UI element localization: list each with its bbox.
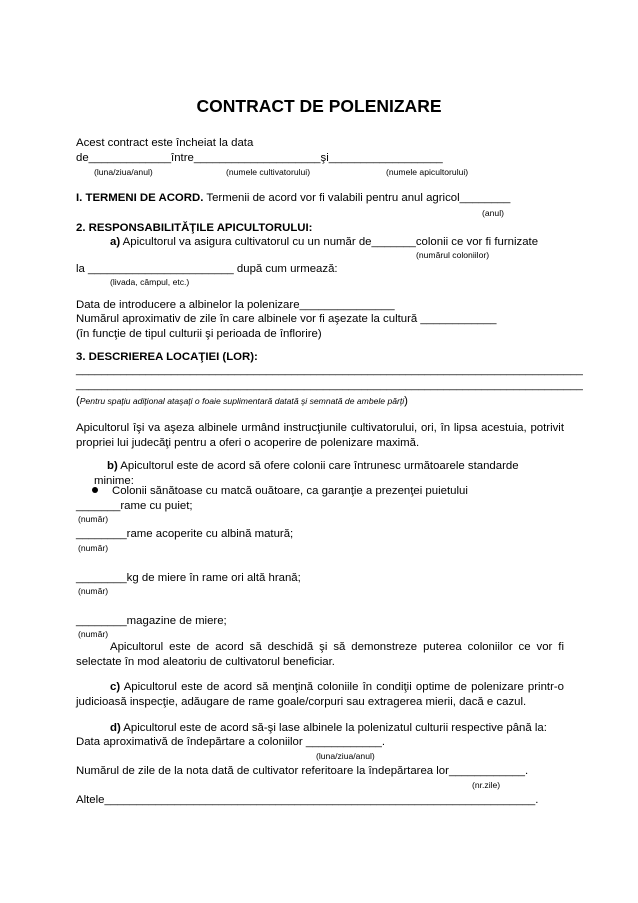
bullet-text: Colonii sănătoase cu matcă ouătoare, ca garanţie a prezenţei puietului <box>112 485 468 497</box>
days-note: (în funcţie de tipul culturii şi perioada de înflorire) <box>76 328 322 340</box>
section-1-heading: I. TERMENI DE ACORD. <box>76 192 204 204</box>
item-b-line <box>107 459 519 473</box>
section-1-text: Termenii de acord vor fi valabili pentru anul agricol________ <box>203 192 511 204</box>
removal-days-line: Numărul de zile de la nota dată de cultivator referitoare la îndepărtarea lor____________. <box>76 765 529 777</box>
item-c-text: Apicultorul este de acord să menţină coloniile în condiţii optime de polenizare printr-o judicioasă inspecţie, adăugare de rame goale/corpuri sau extragerea mierii, dacă e cazul. <box>76 681 564 708</box>
item-c-paragraph <box>76 680 564 710</box>
section-3-heading: 3. DESCRIEREA LOCAŢIEI (LOR): <box>76 351 258 363</box>
document-title: CONTRACT DE POLENIZARE <box>196 96 442 116</box>
hint-days: (nr.zile) <box>472 780 501 790</box>
hint-date: (luna/ziua/anul) <box>94 167 153 177</box>
hint-place: (livada, câmpul, etc.) <box>110 277 190 287</box>
item-d-text: Apicultorul este de acord să-şi lase albinele la polenizatul culturii respective până la: <box>120 722 547 734</box>
placement-paragraph: Apicultorul îşi va aşeza albinele urmând instrucţiunile cultivatorului, ori, în lipsa acestuia, potrivit propriei lui judecăţi pentru a oferi o acoperire de polenizare maximă. <box>76 422 564 449</box>
hint-number-1: (număr) <box>78 514 109 524</box>
hint-colonies: (numărul coloniilor) <box>416 250 490 260</box>
item-a-line-2: la _______________________ după cum urmează: <box>76 263 338 275</box>
hint-year: (anul) <box>482 208 504 218</box>
field-honey-kg: ________kg de miere în rame ori altă hrană; <box>76 572 301 584</box>
intro-date-line: Data de introducere a albinelor la polenizare_______________ <box>76 299 395 311</box>
days-line: Numărul aproximativ de zile în care albinele vor fi aşezate la cultură ____________ <box>76 313 497 325</box>
location-blank-2: ________________________________________________________________________________ <box>76 379 583 391</box>
field-bee-frames: ________rame acoperite cu albină matură; <box>76 528 294 540</box>
item-b-label: b) <box>107 460 118 472</box>
hint-number-3: (număr) <box>78 586 109 596</box>
location-note: Pentru spaţiu adiţional ataşaţi o foaie suplimentară datată şi semnată de ambele părţi <box>79 396 405 406</box>
removal-date-line: Data aproximativă de îndepărtare a coloniilor ____________. <box>76 736 386 748</box>
item-a-label: a) <box>110 236 121 248</box>
strength-paragraph: Apicultorul este de acord să deschidă şi să demonstreze puterea coloniilor ce vor fi selectate în mod aleatoriu de cultivatorul beneficiar. <box>76 641 564 668</box>
section-2-heading: 2. RESPONSABILITĂŢILE APICULTORULUI: <box>76 222 313 234</box>
field-brood-frames: _______rame cu puiet; <box>76 500 193 512</box>
item-d-line <box>110 721 547 735</box>
hint-number-4: (număr) <box>78 629 109 639</box>
bullet-icon <box>92 487 98 493</box>
hint-beekeeper: (numele apicultorului) <box>386 167 469 177</box>
item-a-line <box>110 235 538 249</box>
hint-grower: (numele cultivatorului) <box>226 167 311 177</box>
item-a-text: Apicultorul va asigura cultivatorul cu un număr de_______colonii ce vor fi furnizate <box>120 236 539 248</box>
item-b-text: Apicultorul este de acord să ofere colonii care întrunesc următoarele standarde <box>117 460 519 472</box>
hint-number-2: (număr) <box>78 543 109 553</box>
item-d-label: d) <box>110 722 121 734</box>
item-b-line-2: minime: <box>94 475 134 487</box>
hint-removal-date: (luna/ziua/anul) <box>316 751 375 761</box>
intro-line-2: de_____________între____________________şi__________________ <box>76 152 443 164</box>
location-note-line: (Pentru spaţiu adiţional ataşaţi o foaie suplimentară datată şi semnată de ambele părţi) <box>76 395 408 407</box>
intro-line-1: Acest contract este încheiat la data <box>76 137 254 149</box>
section-1-line <box>76 191 510 205</box>
other-line: Altele____________________________________________________________________. <box>76 794 539 806</box>
location-blank-1: ________________________________________________________________________________ <box>76 364 583 376</box>
field-supers: ________magazine de miere; <box>76 615 227 627</box>
item-c-label: c) <box>110 681 121 693</box>
